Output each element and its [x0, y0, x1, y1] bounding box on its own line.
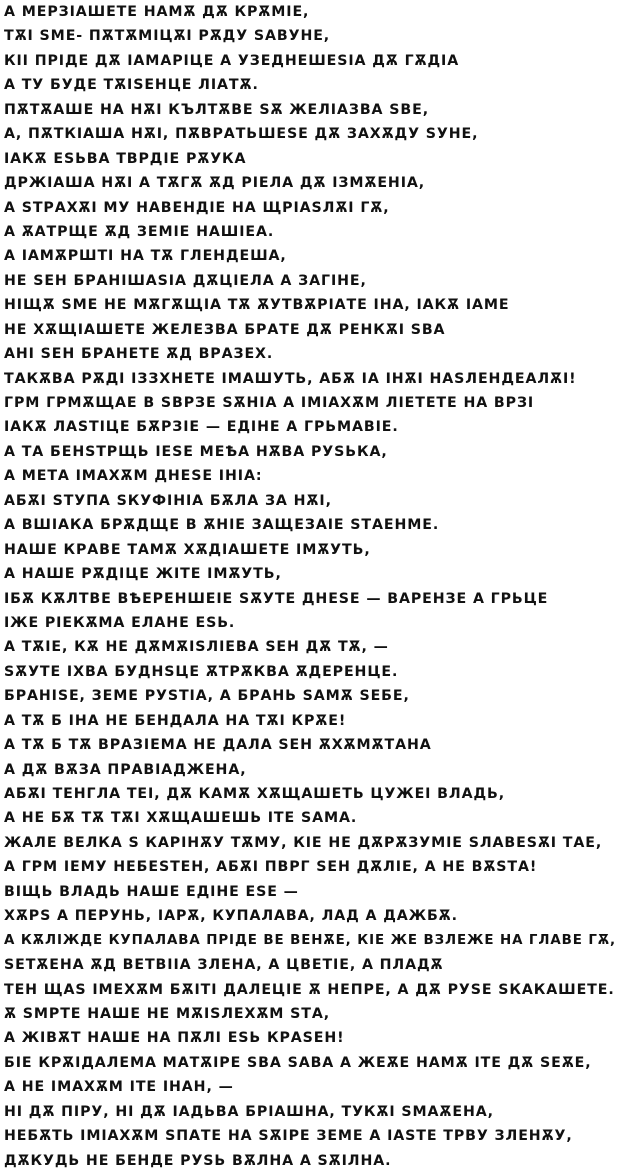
text-line: БІЕ КРѪІДАЛЕМА МАТѪІРЕ ЅВА ЅАВА А ЖЕѪЕ НАМѪ ІТЕ ДѪ ЅЕѪЕ, — [4, 1054, 592, 1071]
text-line: НЕ ЅЕН БРАНІШАЅІА ДѪЦІЕЛА А ЗАГІНЕ, — [4, 272, 367, 289]
text-line: ЖАЛЕ ВЕЛКА Ѕ КАРІНѪУ ТѪМУ, КІЕ НЕ ДѪРѪЗУМІЕ ЅЛАВЕЅѪІ ТАЕ, — [4, 834, 603, 851]
text-line: ТЕН ЩАЅ ІМЕХѪМ БѪІТІ ДАЛЕЦІЕ Ѫ НЕПРЕ, А ДѪ РУЅЕ ЅКАКАШЕТЕ. — [4, 981, 615, 998]
text-line: А, ПѪТКІАША НѪІ, ПѪВРАТЬШЕЅЕ ДѪ ЗАХѪДУ ЅУНЕ, — [4, 126, 479, 143]
text-line: ГРМ ГРМѪЩАЕ В ЅВРЗЕ ЅѪНІА А ІМІАХѪМ ЛІЕТЕТЕ НА ВРЗІ — [4, 395, 535, 411]
text-line: АБѪІ ЅТУПА ЅКУФІНІА БѪЛА ЗА НѪІ, — [4, 492, 332, 509]
text-line: НАШЕ КРАВЕ ТАМѪ ХѪДІАШЕТЕ ІМѪУТЬ, — [4, 541, 371, 558]
text-line: А ТУ БУДЕ ТѪІЅЕНЦЕ ЛІАТѪ. — [4, 77, 259, 94]
text-line: А ТѪІЕ, КѪ НЕ ДѪМѪІЅЛІЕВА ЅЕН ДѪ ТѪ, — — [4, 639, 389, 656]
text-line: ХѪРЅ А ПЕРУНЬ, ІАРѪ, КУПАЛАВА, ЛАД А ДАЖБѪ. — [4, 908, 458, 925]
text-line: ТАКѪВА РѪДІ ІЗЗХНЕТЕ ІМАШУТЬ, АБѪ ІА ІНѪІ НАЅЛЕНДЕАЛѪІ! — [4, 370, 577, 387]
text-line: АБѪІ ТЕНГЛА ТЕІ, ДѪ КАМѪ ХѪЩАШЕТЬ ЦУЖЕІ ВЛАДЬ, — [4, 786, 505, 802]
text-line: А НАШЕ РѪДІЦЕ ЖІТЕ ІМѪУТЬ, — [4, 566, 282, 583]
text-line: ТѪІ ЅМЕ- ПѪТѪМІЦѪІ РѪДУ ЅАВУНЕ, — [4, 28, 331, 45]
text-line: А ѪАТРЩЕ ѪД ЗЕМІЕ НАШІЕА. — [4, 223, 275, 240]
text-line: А ВШІАКА БРѪДЩЕ В ѪНІЕ ЗАЩЕЗАІЕ ЅТАЕНМЕ. — [4, 517, 440, 534]
text-line: ІБѪ КѪЛТВЕ ВѢЕРЕНШЕІЕ ЅѪУТЕ ДНЕЅЕ — ВАРЕНЗЕ А ГРЬЦЕ — [4, 590, 549, 607]
text-block — [4, 0, 616, 1173]
text-line: А ЖІВѪТ НАШЕ НА ПѪЛІ ЕЅЬ КРАЅЕН! — [4, 1030, 345, 1047]
text-line: А ТѪ Б ТѪ ВРАЗІЕМА НЕ ДАЛА ЅЕН ѪХѪМѪТАНА — [4, 737, 432, 754]
text-line: ІАКѪ ЕЅЬВА ТВРДІЕ РѪУКА — [4, 150, 247, 167]
text-line: ПѪТѪАШЕ НА НѪІ КЪЛТѪВЕ ЅѪ ЖЕЛІАЗВА ЅВЕ, — [4, 101, 429, 118]
text-line: КІІ ПРІДЕ ДѪ ІАМАРІЦЕ А УЗЕДНЕШЕЅІА ДѪ ГѪДІА — [4, 52, 460, 69]
text-line: А МЕТА ІМАХѪМ ДНЕЅЕ ІНІА: — [4, 468, 263, 485]
text-line: А НЕ БѪ ТѪ ТѪІ ХѪЩАШЕШЬ ІТЕ ЅАМА. — [4, 810, 358, 827]
text-line: ВІЩЬ ВЛАДЬ НАШЕ ЕДІНЕ ЕЅЕ — — [4, 883, 299, 900]
text-line: А КѪЛІЖДЕ КУПАЛАВА ПРІДЕ ВЕ ВЕНѪЕ, КІЕ ЖЕ ВЗЛЕЖЕ НА ГЛАВЕ ГѪ, — [4, 932, 617, 948]
text-line: НІЩѪ ЅМЕ НЕ МѪГѪЩІА ТѪ ѪУТВѪРІАТЕ ІНА, ІАКѪ ІАМЕ — [4, 297, 510, 314]
text-line: НІ ДѪ ПІРУ, НІ ДѪ ІАДЬВА БРІАШНА, ТУКѪІ ЅМАѪЕНА, — [4, 1103, 494, 1120]
text-line: А ДѪ ВѪЗА ПРАВІАДЖЕНА, — [4, 761, 247, 778]
text-line: А ЅТРАХѪІ МУ НАВЕНДІЕ НА ЩРІАЅЛѪІ ГѪ, — [4, 199, 390, 216]
text-line: А ГРМ ІЕМУ НЕБЕЅТЕН, АБѪІ ПВРГ ЅЕН ДѪЛІЕ, А НЕ ВѪЅТА! — [4, 859, 538, 876]
text-line: ІЖЕ РІЕКѪМА ЕЛАНЕ ЕЅЬ. — [4, 614, 236, 631]
text-line: НЕ ХѪЩІАШЕТЕ ЖЕЛЕЗВА БРАТЕ ДѪ РЕНКѪІ ЅВА — [4, 321, 446, 338]
text-line: А МЕРЗІАШЕТЕ НАМѪ ДѪ КРѪМІЕ, — [4, 4, 310, 20]
text-line: А ТѪ Б ІНА НЕ БЕНДАЛА НА ТѪІ КРѪЕ! — [4, 712, 347, 729]
text-line: АНІ ЅЕН БРАНЕТЕ ѪД ВРАЗЕХ. — [4, 346, 274, 363]
text-line: ДРЖІАША НѪІ А ТѪГѪ ѪД РІЕЛА ДѪ ІЗМѪЕНІА, — [4, 175, 426, 192]
text-line: А НЕ ІМАХѪМ ІТЕ ІНАН, — — [4, 1079, 234, 1096]
text-line: А ТА БЕНЅТРЩЬ ІЕЅЕ МЕѢА НѪВА РУЅЬКА, — [4, 443, 388, 460]
text-line: БРАНІЅЕ, ЗЕМЕ РУЅТІА, А БРАНЬ ЅАМѪ ЅЕБЕ, — [4, 688, 410, 705]
text-line: ІАКѪ ЛАЅТІЦЕ БѪРЗІЕ — ЕДІНЕ А ГРЬМАВІЕ. — [4, 419, 399, 436]
text-line: ЅЕТѪЕНА ѪД ВЕТВІІА ЗЛЕНА, А ЦВЕТІЕ, А ПЛАДѪ — [4, 957, 444, 974]
text-line: А ІАМѪРШТІ НА ТѪ ГЛЕНДЕША, — [4, 248, 287, 265]
text-line: ЅѪУТЕ ІХВА БУДНЅЦЕ ѪТРѪКВА ѪДЕРЕНЦЕ. — [4, 663, 399, 680]
text-line: ДѪКУДЬ НЕ БЕНДЕ РУЅЬ ВѪЛНА А ЅѪІЛНА. — [4, 1152, 392, 1169]
text-line: Ѫ ЅМРТЕ НАШЕ НЕ МѪІЅЛЕХѪМ ЅТА, — [4, 1005, 331, 1022]
text-line: НЕБѪТЬ ІМІАХѪМ ЅПАТЕ НА ЅѪІРЕ ЗЕМЕ А ІАЅТЕ ТРВУ ЗЛЕНѪУ, — [4, 1128, 573, 1145]
